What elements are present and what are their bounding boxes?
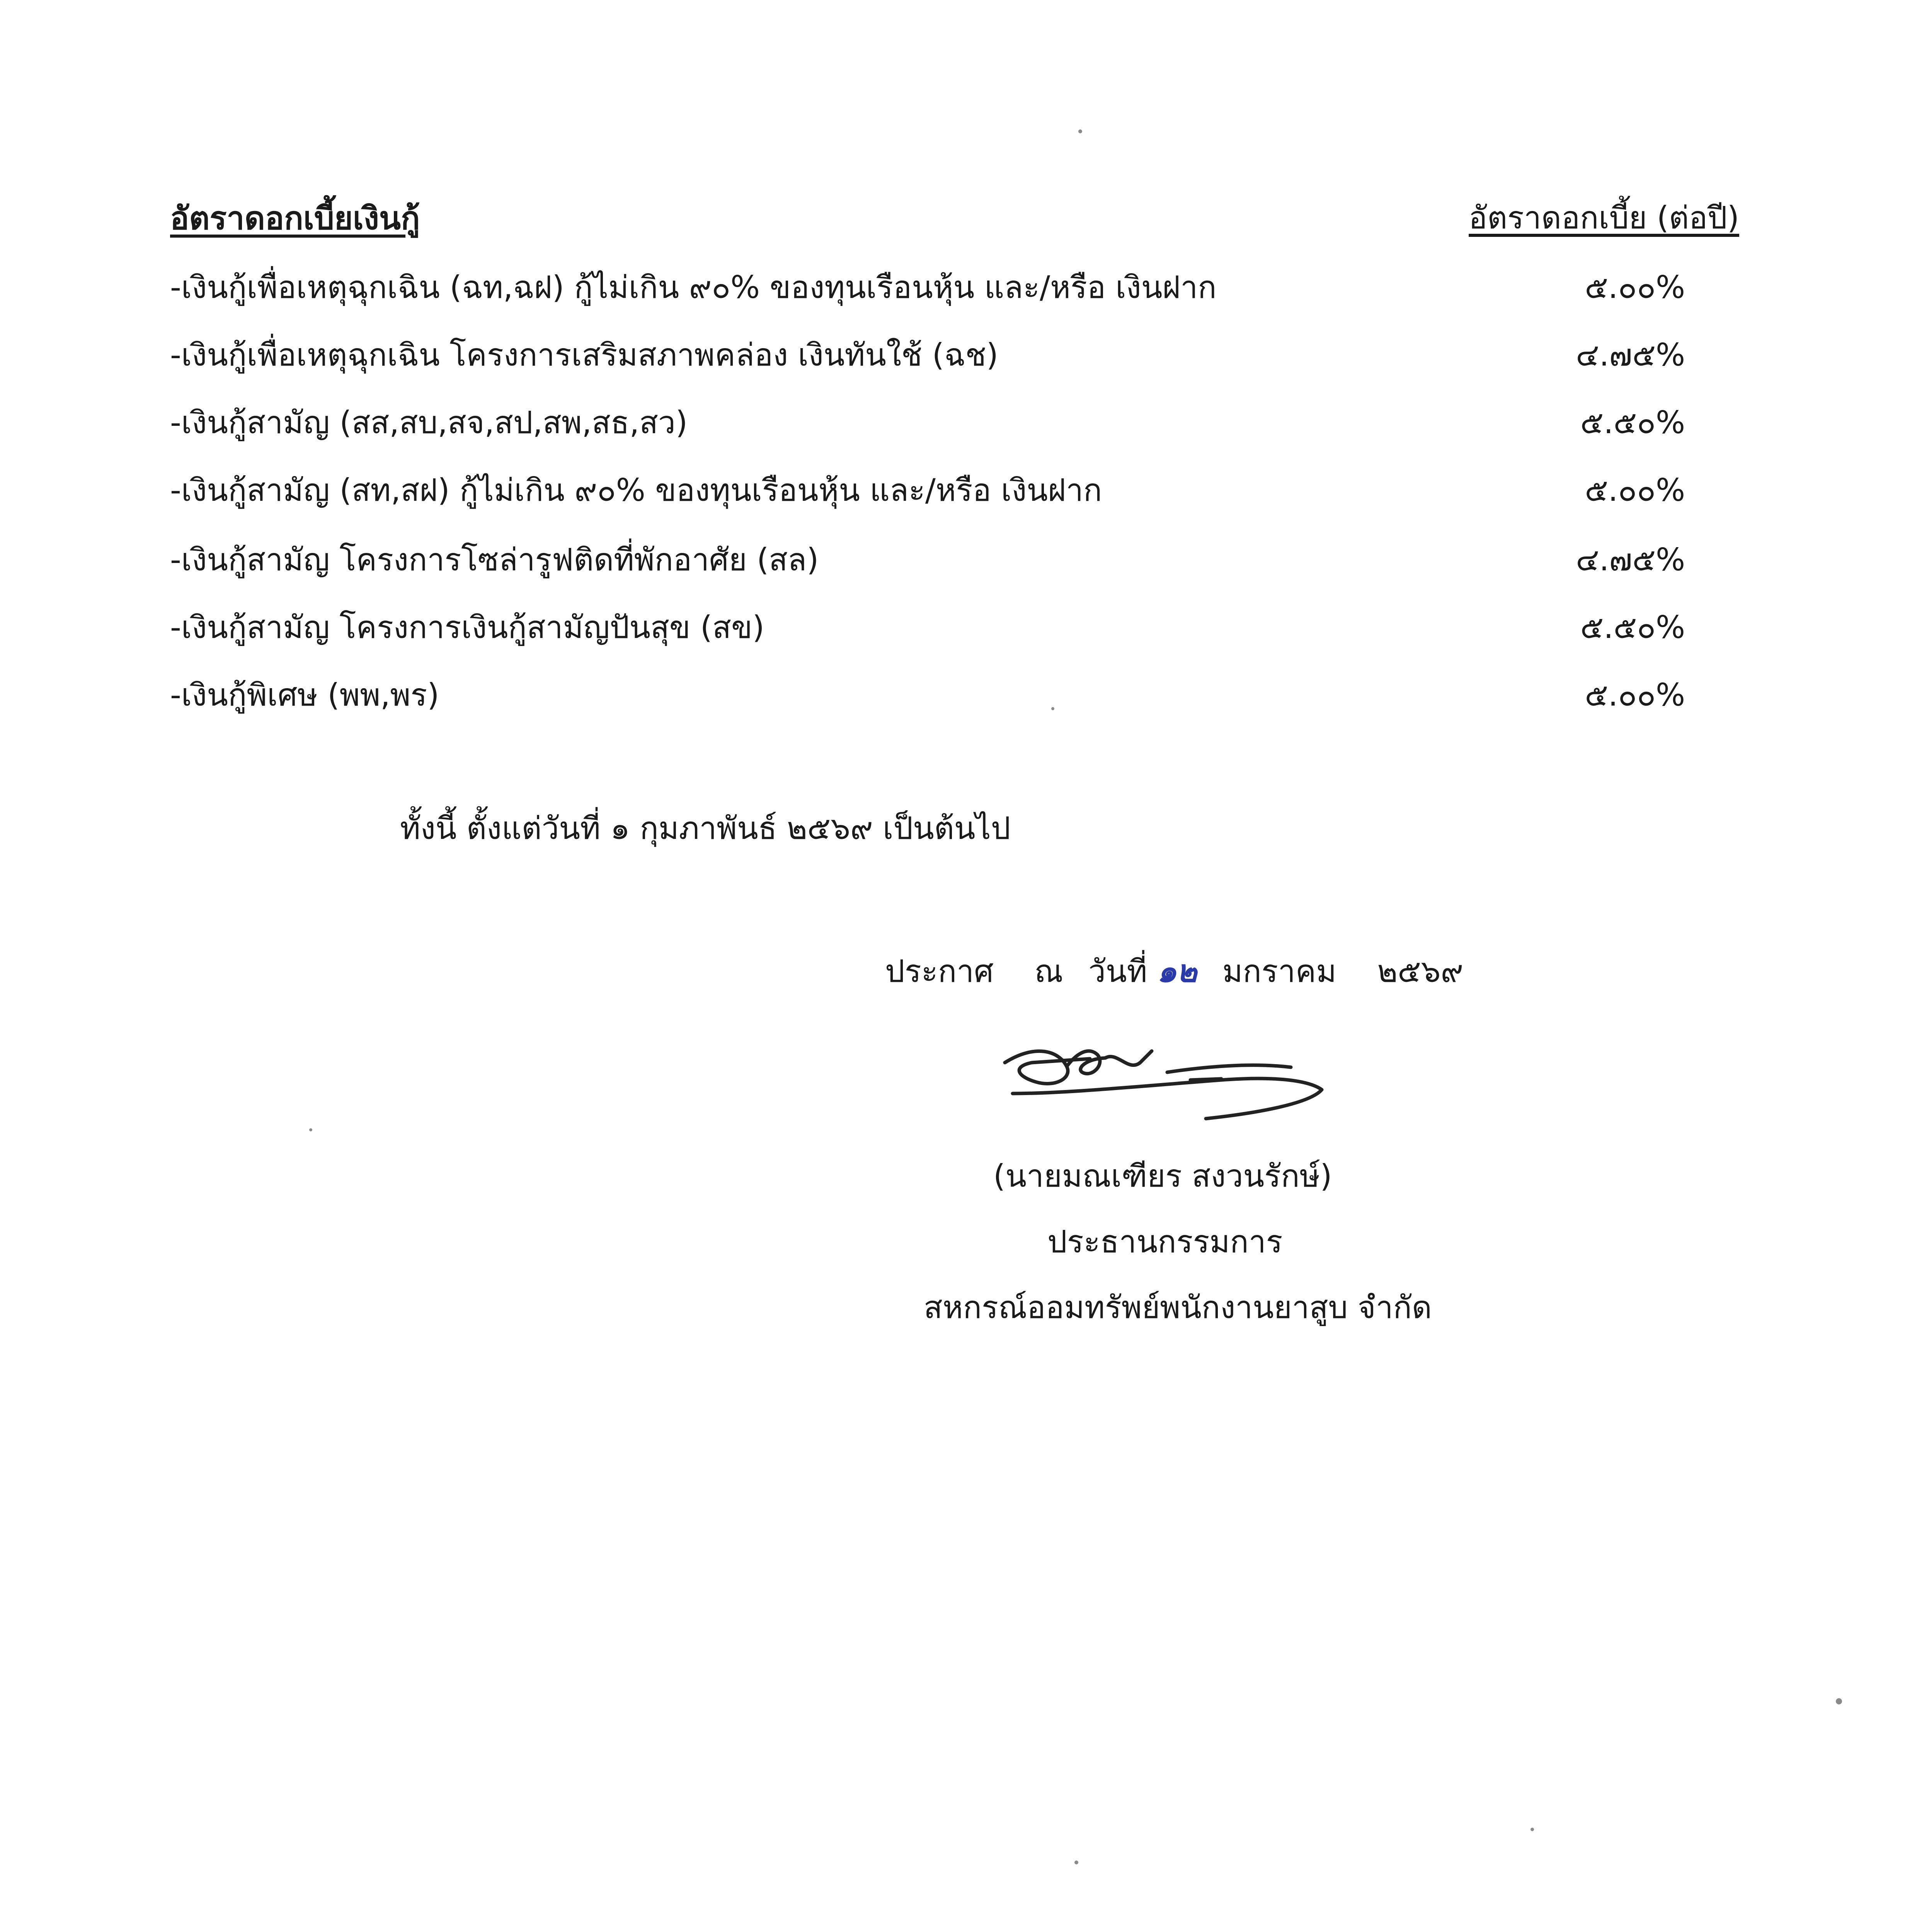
scan-speck bbox=[1531, 1828, 1534, 1831]
signatory-title: ประธานกรรมการ bbox=[1047, 1224, 1283, 1260]
interest-rate-value: ๕.๕๐% bbox=[1580, 609, 1685, 645]
announcement-month: มกราคม bbox=[1222, 953, 1336, 989]
loan-type-label: -เงินกู้สามัญ โครงการเงินกู้สามัญปันสุข (สข) bbox=[170, 609, 764, 645]
rate-row bbox=[170, 670, 1685, 717]
rate-row bbox=[170, 535, 1685, 582]
interest-rate-value: ๕.๐๐% bbox=[1585, 677, 1685, 713]
rate-row bbox=[170, 466, 1685, 512]
rate-column-header: อัตราดอกเบี้ย (ต่อปี) bbox=[1469, 200, 1739, 236]
announcement-day-handwritten: ๑๒ bbox=[1157, 953, 1197, 989]
scan-speck bbox=[1836, 1698, 1842, 1704]
rate-row bbox=[170, 330, 1685, 377]
rate-row bbox=[170, 398, 1685, 444]
rate-row bbox=[170, 603, 1685, 649]
interest-rate-value: ๔.๗๕% bbox=[1576, 337, 1685, 373]
signatory-name: (นายมณเฑียร สงวนรักษ์) bbox=[993, 1158, 1332, 1194]
interest-rate-value: ๕.๐๐% bbox=[1585, 472, 1685, 508]
rates-heading-row bbox=[170, 193, 1739, 236]
announcement-prefix: ประกาศ bbox=[885, 953, 994, 989]
signatory-organization: สหกรณ์ออมทรัพย์พนักงานยาสูบ จำกัด bbox=[924, 1289, 1432, 1325]
effective-date-statement: ทั้งนี้ ตั้งแต่วันที่ ๑ กุมภาพันธ์ ๒๕๖๙ เป็นต้นไป bbox=[400, 810, 1011, 846]
scan-speck bbox=[1078, 129, 1082, 133]
document-title: อัตราดอกเบี้ยเงินกู้ bbox=[170, 200, 420, 237]
scan-speck bbox=[309, 1128, 312, 1131]
loan-type-label: -เงินกู้สามัญ (สท,สฝ) กู้ไม่เกิน ๙๐% ของทุนเรือนหุ้น และ/หรือ เงินฝาก bbox=[170, 472, 1102, 508]
interest-rate-value: ๕.๐๐% bbox=[1585, 269, 1685, 305]
loan-type-label: -เงินกู้สามัญ (สส,สบ,สจ,สป,สพ,สธ,สว) bbox=[170, 405, 688, 440]
scan-speck bbox=[1074, 1861, 1078, 1864]
announcement-date-line bbox=[885, 947, 1463, 996]
loan-type-label: -เงินกู้เพื่อเหตุฉุกเฉิน (ฉท,ฉฝ) กู้ไม่เกิน ๙๐% ของทุนเรือนหุ้น และ/หรือ เงินฝาก bbox=[170, 269, 1217, 305]
announcement-year: ๒๕๖๙ bbox=[1377, 953, 1464, 989]
announcement-at: ณ bbox=[1034, 953, 1063, 989]
loan-type-label: -เงินกู้พิเศษ (พพ,พร) bbox=[170, 677, 439, 713]
handwritten-signature bbox=[989, 1036, 1337, 1136]
rate-row bbox=[170, 263, 1685, 309]
loan-type-label: -เงินกู้สามัญ โครงการโซล่ารูฟติดที่พักอาศัย (สล) bbox=[170, 542, 819, 578]
interest-rate-value: ๔.๗๕% bbox=[1576, 542, 1685, 578]
scan-speck bbox=[1051, 707, 1054, 710]
loan-type-label: -เงินกู้เพื่อเหตุฉุกเฉิน โครงการเสริมสภาพคล่อง เงินทันใช้ (ฉช) bbox=[170, 337, 998, 373]
interest-rate-value: ๕.๕๐% bbox=[1580, 405, 1685, 440]
announcement-day-label: วันที่ bbox=[1088, 953, 1147, 989]
